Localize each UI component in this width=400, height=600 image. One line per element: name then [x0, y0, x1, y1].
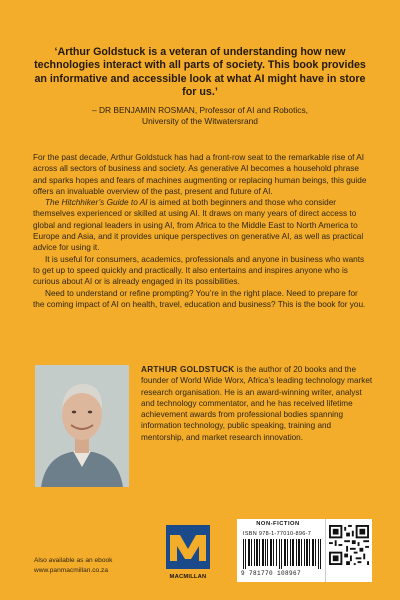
- macmillan-logo-icon: [160, 521, 216, 573]
- barcode-digits: 9 781770 108967: [241, 570, 302, 577]
- qr-code-icon[interactable]: [329, 525, 369, 565]
- blurb-paragraph-2: [33, 197, 367, 253]
- publisher-website[interactable]: www.panmacmillan.co.za: [34, 566, 109, 574]
- blurb-paragraph-1: For the past decade, Arthur Goldstuck has had a front-row seat to the remarkable rise of AI across all sectors of business and society. As generative AI becomes a household phrase and sparks hopes and fears of machines augmenting or replacing human beings, this guide offers an invaluable overview of the past, present and future of AI.: [33, 153, 367, 196]
- author-name: ARTHUR GOLDSTUCK: [141, 365, 235, 374]
- blurb-paragraph-3: It is useful for consumers, academics, professionals and anyone in business who wants to get up to speed quickly and practically. It also entertains and inspires anyone who is curious about AI or is already engaged in its possibilities.: [33, 254, 365, 287]
- ebook-text: Also available as an ebook: [34, 557, 113, 564]
- isbn-label: ISBN 978-1-77010-896-7: [243, 531, 312, 537]
- blurb-paragraph-2-text: is aimed at both beginners and those who consider themselves experienced or skilled at using AI. It draws on many years of direct access to global and regional leaders in using AI, from Africa to the Middle East to North America to Europe and Asia, and it provides unique perspectives on generative AI, as well as practical advice for using it.: [33, 198, 364, 253]
- barcode-icon: [243, 539, 321, 569]
- author-photo: [35, 365, 129, 487]
- attribution-line-2: University of the Witwatersrand: [142, 116, 258, 127]
- book-title: The Hitchhiker’s Guide to AI: [45, 198, 148, 208]
- endorsement-quote: ‘Arthur Goldstuck is a veteran of understanding how new technologies interact with all parts of society. This book provides an informative and accessible look at what AI might have in store for us.’: [34, 46, 366, 99]
- barcode-panel: [237, 519, 372, 582]
- ebook-notice: [34, 556, 112, 575]
- publisher-name: MACMILLAN: [169, 574, 207, 580]
- publisher-logo: [160, 521, 216, 583]
- blurb-paragraph-4: Need to understand or refine prompting? You’re in the right place. Need to prepare for the coming impact of AI on health, travel, education and business? This is the book for you.: [33, 288, 366, 309]
- author-bio: [141, 364, 373, 443]
- blurb: [33, 152, 367, 310]
- author-bio-text: is the author of 20 books and the founder of World Wide Worx, Africa’s leading technology market research organisation. He is an award-winning writer, analyst and technology commentator, and he has received lifetime achievement awards from professional bodies spanning information technology, public speaking, training and mentorship, and market research innovation.: [141, 365, 373, 442]
- barcode-divider: [325, 519, 326, 582]
- endorsement-attribution: [28, 105, 372, 127]
- category-label: NON-FICTION: [256, 521, 300, 527]
- attribution-line-1: – DR BENJAMIN ROSMAN, Professor of AI and Robotics,: [92, 105, 308, 115]
